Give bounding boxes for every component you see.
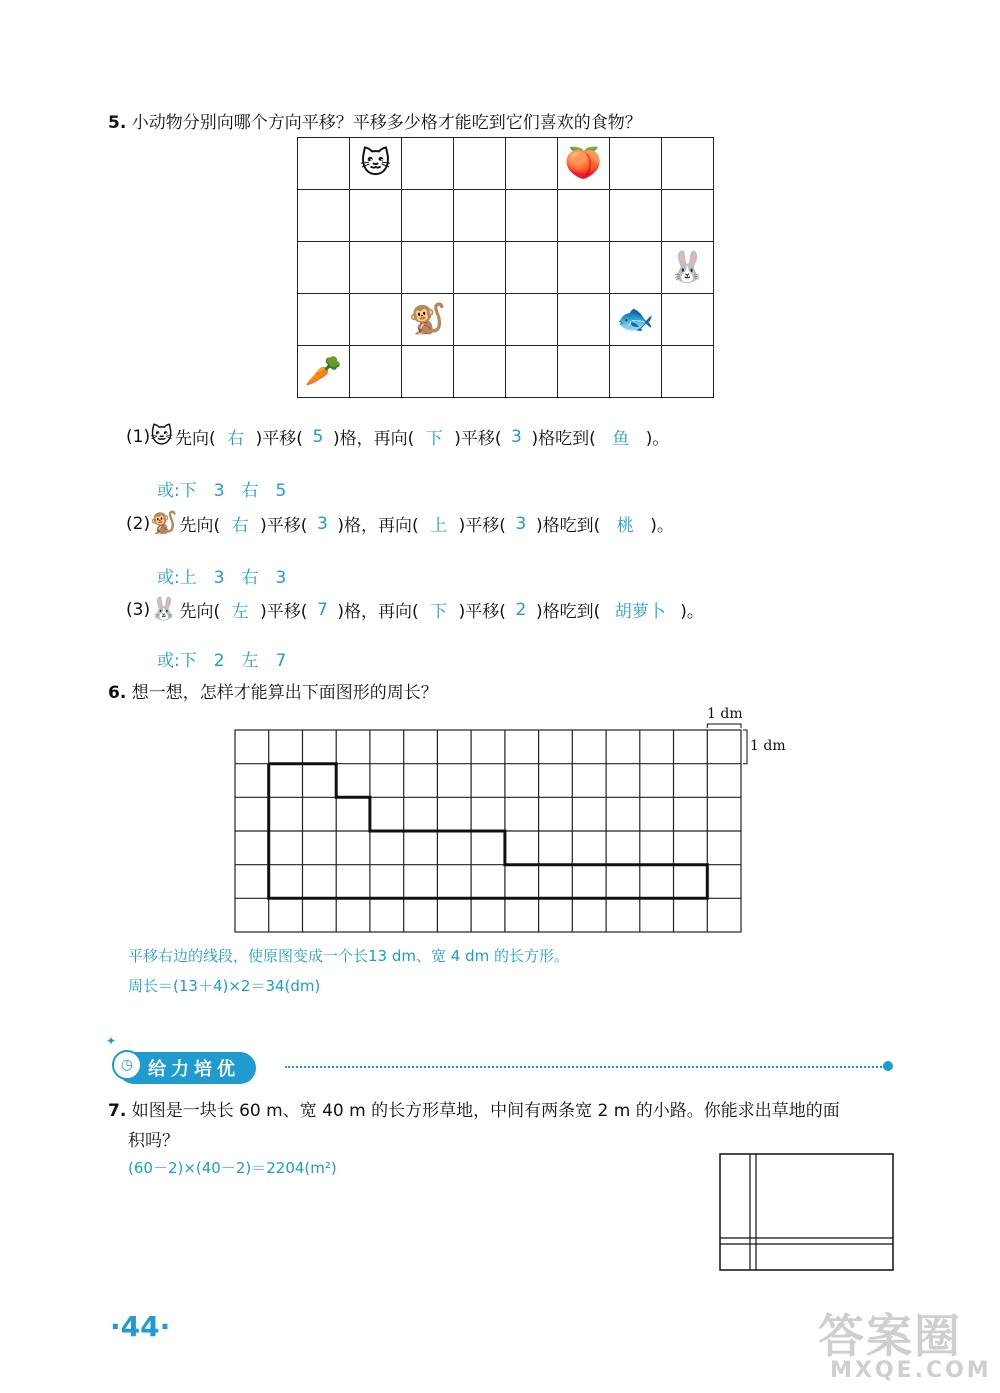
answer-dir1: 左 [231, 602, 249, 622]
answer-dir2: 下 [430, 602, 448, 622]
answer-dir1: 右 [227, 429, 245, 449]
answer-steps2: 3 [515, 513, 527, 534]
q5-alt-2: 或:上 3 右 3 [157, 568, 287, 588]
item-label: (2) [126, 513, 151, 534]
word-eat: )格吃到( [531, 429, 596, 449]
q5-title [108, 108, 642, 133]
banner-divider [285, 1066, 885, 1068]
unit-bracket-right [743, 730, 747, 764]
item-label: (3) [126, 599, 151, 620]
word-move: )平移( [458, 602, 506, 622]
q5-alt-3: 或:下 2 左 7 [157, 651, 287, 671]
item-label: (1) [126, 426, 151, 447]
q6-number: 6. [108, 683, 127, 703]
cat-icon: 🐱 [150, 424, 174, 449]
q5-number: 5. [108, 113, 127, 133]
q5-item-1 [126, 424, 669, 449]
q6-figure [230, 700, 800, 940]
answer-dir2: 上 [430, 516, 448, 536]
sparkle-icon: ✦ [106, 1034, 117, 1048]
word-eat: )格吃到( [535, 602, 601, 622]
word-then: )格，再向( [332, 429, 415, 449]
answer-dir2: 下 [425, 429, 443, 449]
word-first: 先向( [179, 516, 221, 536]
word-then: )格，再向( [337, 602, 419, 622]
word-move: )平移( [260, 516, 308, 536]
answer-dir1: 右 [231, 516, 249, 536]
answer-food: 桃 [616, 516, 634, 536]
answer-steps2: 2 [515, 599, 527, 620]
watermark-logo: 答案圈 [818, 1309, 962, 1363]
unit-label-width: 1 dm [707, 706, 743, 722]
q7-text-line2: 积吗？ [128, 1131, 179, 1151]
q6-formula: 周长＝(13＋4)×2＝34(dm) [128, 977, 321, 995]
monkey-icon: 🐒 [408, 301, 447, 337]
answer-steps1: 5 [312, 426, 324, 447]
word-move: )平移( [458, 516, 506, 536]
unit-bracket-top [707, 724, 741, 728]
q6-text: 想一想，怎样才能算出下面图形的周长？ [131, 683, 438, 703]
unit-label-height: 1 dm [750, 738, 786, 754]
word-move: )平移( [260, 602, 308, 622]
q5-item-3 [126, 597, 704, 622]
divider-end-dot [883, 1061, 893, 1071]
word-then: )格，再向( [337, 516, 419, 536]
q5-item-2 [126, 511, 674, 536]
word-move: )平移( [255, 429, 303, 449]
answer-steps1: 3 [316, 513, 328, 534]
q6-explain: 平移右边的线段，使原图变成一个长13 dm、宽 4 dm 的长方形。 [128, 947, 569, 965]
word-move: )平移( [454, 429, 502, 449]
q7-number: 7. [108, 1101, 127, 1121]
q7-title [108, 1096, 840, 1121]
answer-food: 胡萝卜 [614, 602, 666, 622]
q7-text-line1: 如图是一块长 60 m、宽 40 m 的长方形草地，中间有两条宽 2 m 的小路。你能求出草地的面 [131, 1101, 840, 1121]
peach-icon: 🍑 [564, 145, 603, 181]
word-first: 先向( [175, 429, 216, 449]
rabbit-icon: 🐰 [150, 597, 178, 622]
q5-grid [297, 137, 714, 398]
monkey-icon: 🐒 [150, 511, 178, 536]
answer-steps1: 7 [316, 599, 328, 620]
page-number: ·44· [110, 1310, 171, 1343]
clock-icon: ◷ [112, 1050, 142, 1080]
fish-icon: 🐟 [616, 301, 655, 337]
rabbit-icon: 🐰 [668, 249, 707, 285]
section-banner: 给力培优 [118, 1052, 256, 1084]
q5-alt-1: 或:下 3 右 5 [157, 481, 287, 501]
word-end: )。 [645, 429, 670, 449]
word-first: 先向( [179, 602, 221, 622]
q5-text: 小动物分别向哪个方向平移？平移多少格才能吃到它们喜欢的食物？ [131, 113, 642, 133]
answer-steps2: 3 [511, 426, 522, 447]
watermark-url: MXQE.COM [830, 1358, 992, 1383]
word-end: )。 [650, 516, 674, 536]
word-eat: )格吃到( [535, 516, 601, 536]
radish-icon: 🥕 [304, 353, 343, 389]
answer-food: 鱼 [612, 429, 630, 449]
q7-formula: (60－2)×(40－2)＝2204(m²) [128, 1159, 337, 1177]
cat-icon: 🐱 [359, 145, 392, 181]
word-end: )。 [680, 602, 704, 622]
q7-lawn-figure [718, 1152, 898, 1274]
